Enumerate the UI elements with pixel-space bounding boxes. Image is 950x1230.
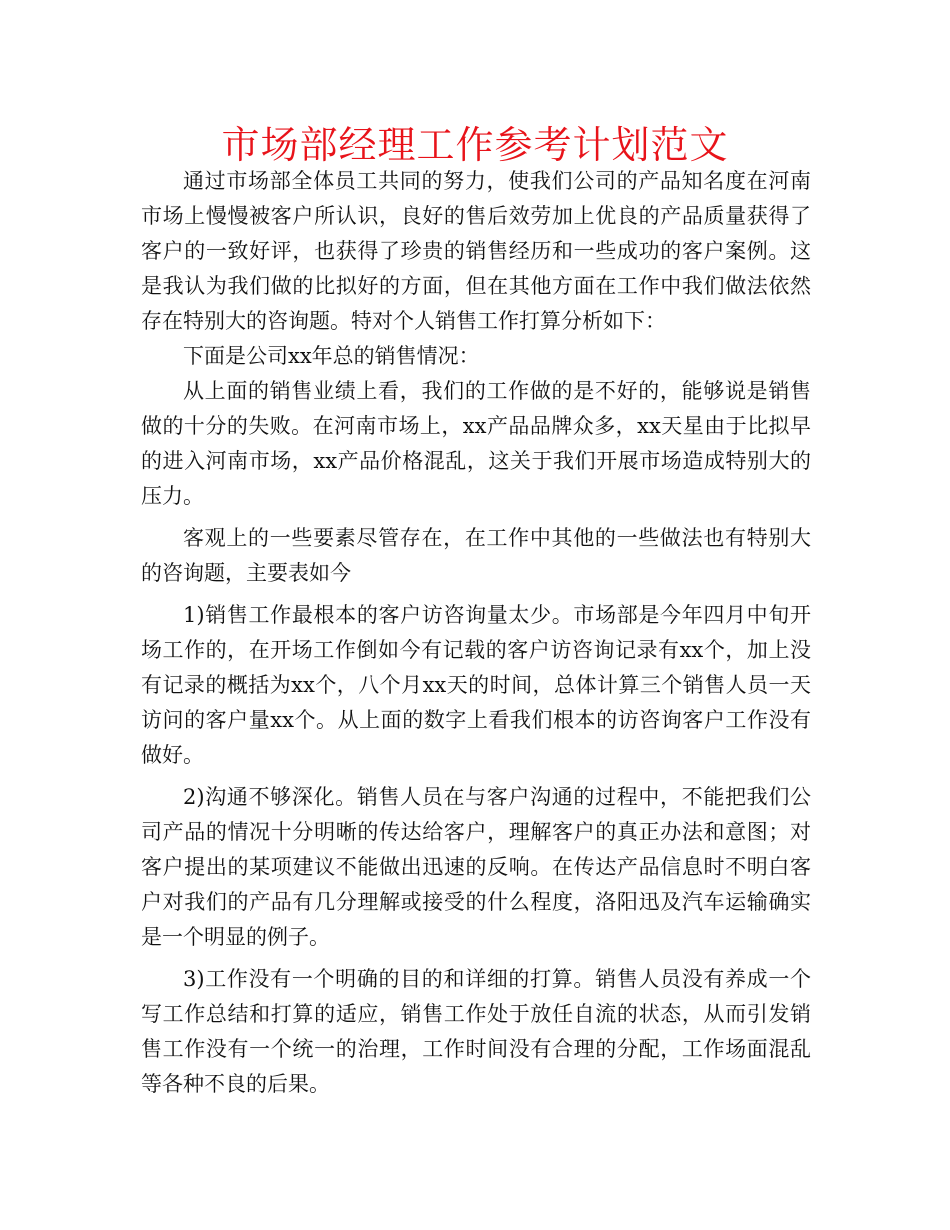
paragraph-sales-overview: 下面是公司xx年总的销售情况： (183, 344, 480, 368)
paragraph-performance: 从上面的销售业绩上看，我们的工作做的是不好的，能够说是销售做的十分的失败。在河南市场上，xx产品品牌众多，xx天星由于比拟早的进入河南市场，xx产品价格混乱，这关于我们开展市场造成特别大的压力。 (141, 379, 811, 508)
paragraph-intro: 通过市场部全体员工共同的努力，使我们公司的产品知名度在河南市场上慢慢被客户所认识，良好的售后效劳加上优良的产品质量获得了客户的一致好评，也获得了珍贵的销售经历和一些成功的客户案例。这是我认为我们做的比拟好的方面，但在其他方面在工作中我们做法依然存在特别大的咨询题。特对个人销售工作打算分析如下： (141, 169, 811, 333)
document-body (141, 164, 811, 1102)
paragraph-problem-2: 2)沟通不够深化。销售人员在与客户沟通的过程中，不能把我们公司产品的情况十分明晰的传达给客户，理解客户的真正办法和意图；对客户提出的某项建议不能做出迅速的反响。在传达产品信息时不明白客户对我们的产品有几分理解或接受的什么程度，洛阳迅及汽车运输确实是一个明显的例子。 (141, 785, 811, 949)
document-title: 市场部经理工作参考计划范文 (221, 123, 729, 167)
paragraph-problems-intro: 客观上的一些要素尽管存在，在工作中其他的一些做法也有特别大的咨询题，主要表如今 (141, 526, 811, 585)
paragraph-problem-1: 1)销售工作最根本的客户访咨询量太少。市场部是今年四月中旬开场工作的，在开场工作倒如今有记载的客户访咨询记录有xx个，加上没有记录的概括为xx个，八个月xx天的时间，总体计算三个销售人员一天访问的客户量xx个。从上面的数字上看我们根本的访咨询客户工作没有做好。 (141, 603, 811, 767)
paragraph-problem-3: 3)工作没有一个明确的目的和详细的打算。销售人员没有养成一个写工作总结和打算的适应，销售工作处于放任自流的状态，从而引发销售工作没有一个统一的治理，工作时间没有合理的分配，工作场面混乱等各种不良的后果。 (141, 967, 811, 1096)
